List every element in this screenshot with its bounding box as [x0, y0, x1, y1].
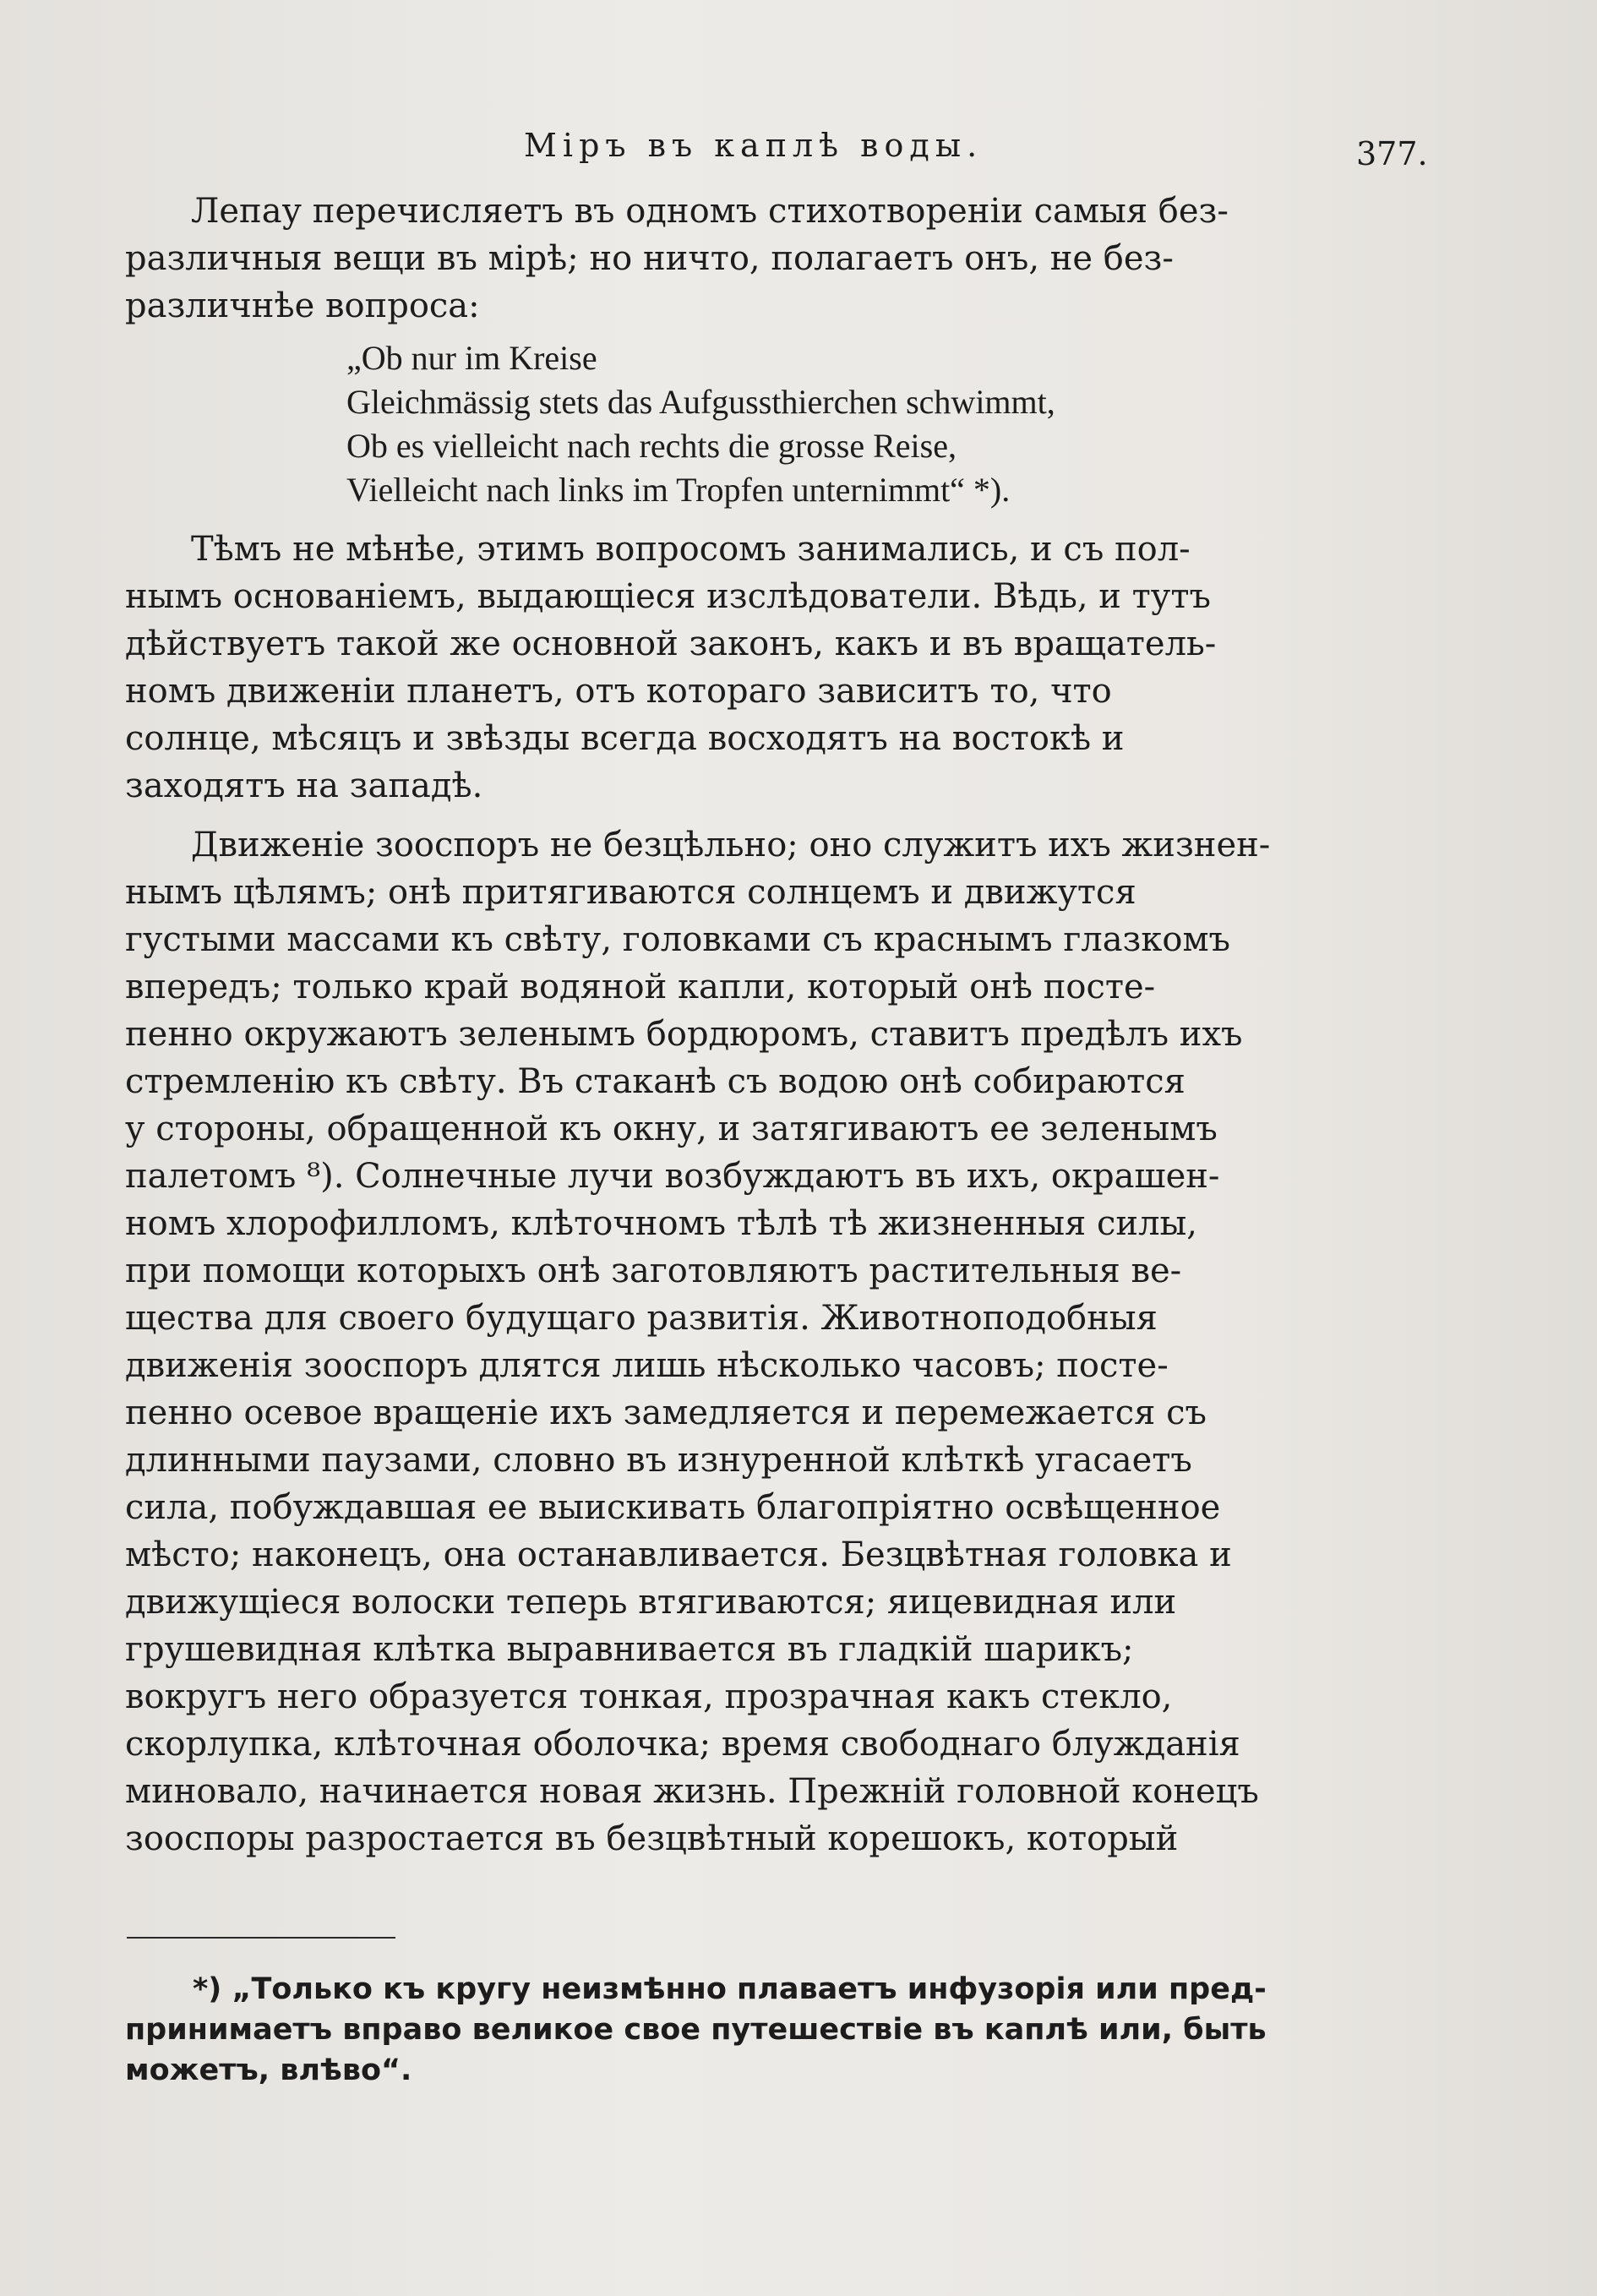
text-line: различныя вещи въ мірѣ; но ничто, полагаетъ онъ, не без-	[125, 239, 1174, 278]
text-line: нымъ основаніемъ, выдающіеся изслѣдователи. Вѣдь, и тутъ	[125, 577, 1211, 616]
running-title: Міръ въ каплѣ воды.	[524, 127, 984, 164]
footnote	[125, 1969, 1409, 2091]
text-line: при помощи которыхъ онѣ заготовляютъ растительныя ве-	[125, 1252, 1182, 1290]
text-line: густыми массами къ свѣту, головками съ краснымъ глазкомъ	[125, 920, 1231, 959]
running-header	[0, 127, 1597, 177]
text-line: зооспоры разростается въ безцвѣтный корешокъ, который	[125, 1819, 1179, 1858]
footnote-separator	[127, 1937, 395, 1939]
text-line: сила, побуждавшая ее выискивать благопріятно освѣщенное	[125, 1488, 1221, 1527]
text-line: пенно окружаютъ зеленымъ бордюромъ, ставитъ предѣлъ ихъ	[125, 1015, 1243, 1054]
poem-line: Ob es vielleicht nach rechts die grosse Reise,	[346, 427, 957, 465]
body-text	[125, 188, 1409, 1862]
text-line: нымъ цѣлямъ; онѣ притягиваются солнцемъ и движутся	[125, 873, 1136, 912]
page-number: 377.	[1356, 135, 1428, 172]
text-line: номъ хлорофилломъ, клѣточномъ тѣлѣ тѣ жизненныя силы,	[125, 1204, 1198, 1243]
paragraph-3	[125, 821, 1409, 1862]
text-line: пенно осевое вращеніе ихъ замедляется и перемежается съ	[125, 1393, 1207, 1432]
text-line: солнце, мѣсяцъ и звѣзды всегда восходятъ на востокѣ и	[125, 719, 1125, 758]
text-line: движенія зооспоръ длятся лишь нѣсколько часовъ; посте-	[125, 1346, 1169, 1385]
paragraph-1	[125, 188, 1409, 330]
text-line: движущіеся волоски теперь втягиваются; яицевидная или	[125, 1583, 1177, 1622]
poem-line: Gleichmässig stets das Aufgussthierchen schwimmt,	[346, 383, 1055, 421]
text-line: палетомъ ⁸). Солнечные лучи возбуждаютъ въ ихъ, окрашен-	[125, 1157, 1220, 1196]
footnote-line: можетъ, влѣво“.	[125, 2053, 412, 2087]
text-line: у стороны, обращенной къ окну, и затягиваютъ ее зеленымъ	[125, 1110, 1218, 1148]
text-line: скорлупка, клѣточная оболочка; время свободнаго блужданія	[125, 1725, 1240, 1764]
poem-quote	[346, 336, 1409, 512]
text-line: вокругъ него образуется тонкая, прозрачная какъ стекло,	[125, 1677, 1173, 1716]
text-line: Лепау перечисляетъ въ одномъ стихотвореніи самыя без-	[191, 192, 1229, 231]
text-line: грушевидная клѣтка выравнивается въ гладкій шарикъ;	[125, 1630, 1134, 1669]
footnote-line: принимаетъ вправо великое свое путешествіе въ каплѣ или, быть	[125, 2013, 1267, 2047]
text-line: заходятъ на западѣ.	[125, 766, 483, 805]
text-line: различнѣе вопроса:	[125, 286, 480, 325]
text-line: длинными паузами, словно въ изнуренной клѣткѣ угасаетъ	[125, 1441, 1192, 1480]
text-line: миновало, начинается новая жизнь. Прежній головной конецъ	[125, 1772, 1259, 1811]
text-line: дѣйствуетъ такой же основной законъ, какъ и въ вращатель-	[125, 624, 1217, 663]
text-line: Движеніе зооспоръ не безцѣльно; оно служитъ ихъ жизнен-	[191, 826, 1271, 864]
poem-line: Vielleicht nach links im Tropfen unternimmt“ *).	[346, 471, 1011, 509]
text-line: номъ движеніи планетъ, отъ котораго зависитъ то, что	[125, 672, 1112, 711]
footnote-line: *) „Только къ кругу неизмѣнно плаваетъ инфузорія или пред-	[193, 1972, 1267, 2006]
paragraph-gap	[125, 810, 1409, 821]
text-line: щества для своего будущаго развитія. Животноподобныя	[125, 1299, 1158, 1338]
paragraph-2	[125, 526, 1409, 810]
text-line: Тѣмъ не мѣнѣе, этимъ вопросомъ занимались, и съ пол-	[191, 530, 1191, 569]
text-line: мѣсто; наконецъ, она останавливается. Безцвѣтная головка и	[125, 1535, 1232, 1574]
text-line: стремленію къ свѣту. Въ стаканѣ съ водою онѣ собираются	[125, 1062, 1185, 1101]
poem-line: „Ob nur im Kreise	[346, 339, 597, 377]
text-line: впередъ; только край водяной капли, который онѣ посте-	[125, 968, 1156, 1006]
